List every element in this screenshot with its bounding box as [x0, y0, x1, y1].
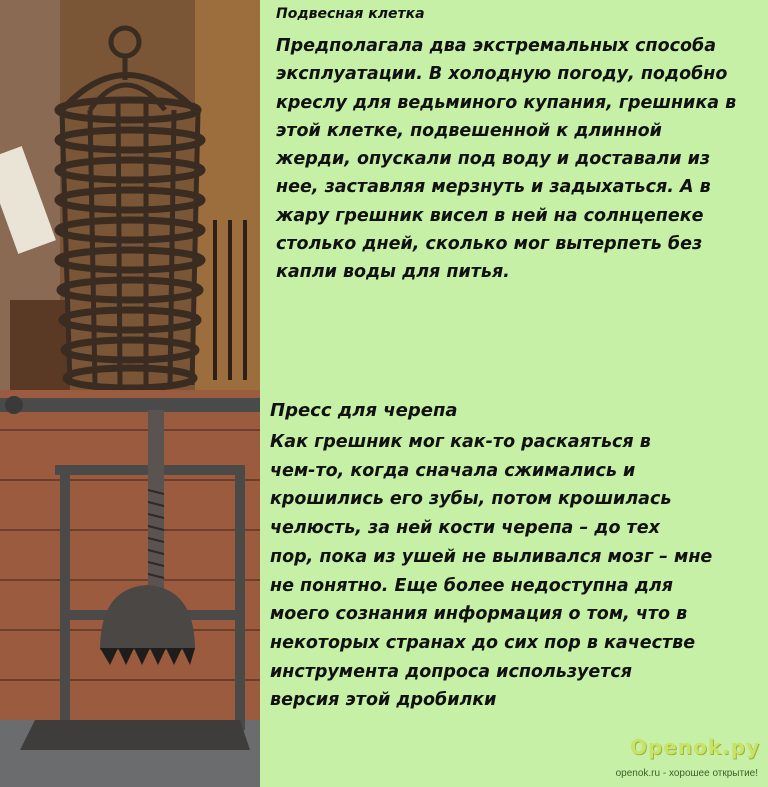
hanging-cage-illustration	[0, 0, 260, 390]
press-title: Пресс для черепа	[270, 400, 458, 421]
cage-title: Подвесная клетка	[276, 6, 425, 22]
cage-text: Предполагала два экстремальных способа эксплуатации. В холодную погоду, подобно креслу для ведьминого купания, грешника в этой клетке, подвешенной к длинной жерди, опускали под воду и доставали из нее, заставляя мерзнуть и задыхаться. А в жару грешник висел в ней на солнцепеке столько дней, сколько мог вытерпеть без капли воды для питья.	[276, 36, 737, 283]
skull-press-photo	[0, 390, 260, 787]
hanging-cage-photo	[0, 0, 260, 390]
watermark-logo: Openok.py	[629, 735, 760, 759]
skull-press-illustration	[0, 390, 260, 787]
cage-description	[276, 4, 768, 287]
watermark-caption: openok.ru - хорошее открытие!	[615, 768, 758, 779]
press-description	[270, 398, 768, 715]
press-text: Как грешник мог как-то раскаяться в чем-то, когда сначала сжимались и крошились его зубы, потом крошилась челюсть, за ней кости черепа – до тех пор, пока из ушей не выливался мозг – мне не понятно. Еще более недоступна для моего сознания информация о том, что в некоторых странах до сих пор в качестве инструмента допроса используется версия этой дробилки	[270, 432, 713, 711]
